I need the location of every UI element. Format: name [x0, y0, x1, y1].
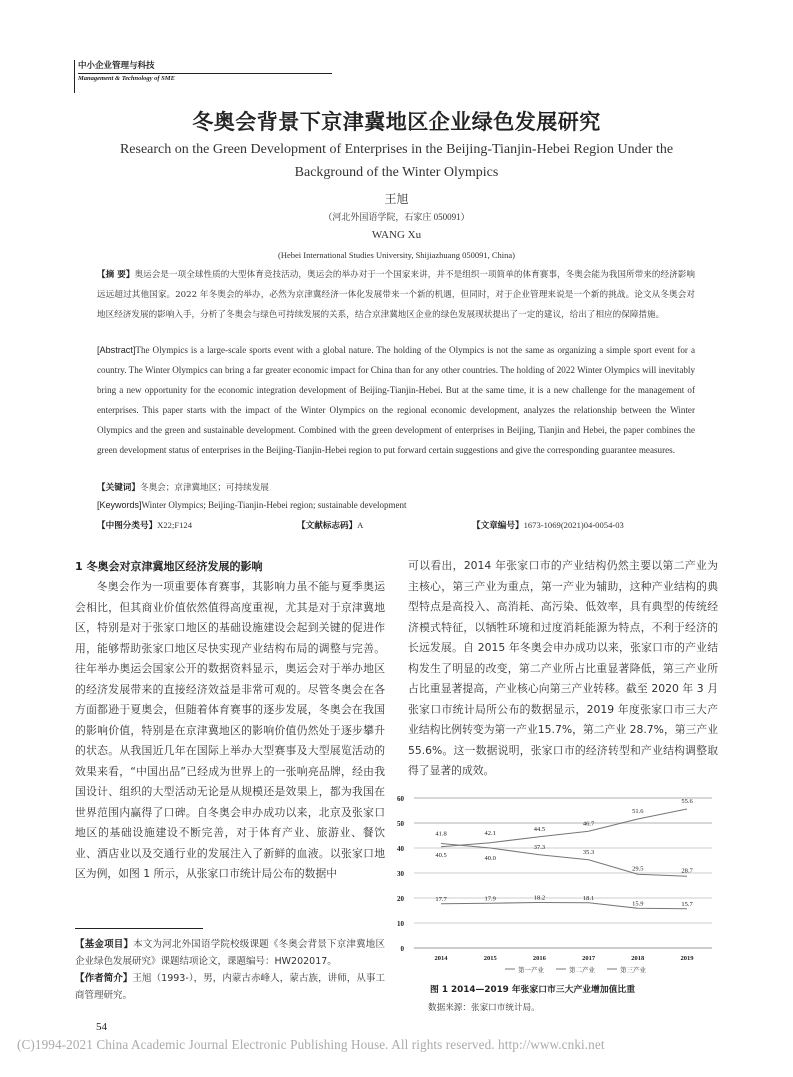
- y-tick-label: 40: [397, 845, 404, 853]
- x-tick-label: 2016: [532, 955, 546, 962]
- y-tick-label: 30: [397, 870, 404, 878]
- series-line: [441, 809, 687, 847]
- x-tick-label: 2017: [582, 955, 596, 962]
- document-code: 【文献标志码】A: [297, 520, 364, 531]
- author-name-cn: 王旭: [384, 192, 409, 206]
- data-label: 15.7: [681, 900, 693, 908]
- abstract-cn: [97, 266, 695, 325]
- data-label: 46.7: [582, 820, 595, 828]
- data-label: 18.1: [582, 894, 595, 902]
- series-line: [441, 903, 687, 909]
- data-label: 41.8: [435, 830, 447, 838]
- y-tick-label: 10: [397, 920, 404, 928]
- figure-caption: 图 1 2014—2019 年张家口市三大产业增加值比重: [430, 985, 636, 995]
- legend-label: 第一产业: [518, 966, 544, 974]
- figure-source: 数据来源：张家口市统计局。: [428, 1003, 540, 1013]
- data-label: 44.5: [533, 825, 546, 833]
- x-tick-label: 2018: [631, 955, 645, 962]
- keywords-cn-text: 冬奥会；京津冀地区；可持续发展: [139, 483, 269, 493]
- fund-note: 【基金项目】本文为河北外国语学院校级课题《冬奥会背景下京津冀地区企业绿色发展研究》课题结项论文，课题编号：HW202017。: [75, 939, 385, 967]
- legend-label: 第三产业: [620, 966, 646, 974]
- data-label: 35.3: [582, 848, 595, 856]
- y-tick-label: 60: [397, 795, 404, 803]
- clc-number: 【中图分类号】X22;F124: [97, 520, 193, 531]
- keywords-en-text: Winter Olympics; Beijing-Tianjin-Hebei region; sustainable development: [141, 500, 407, 510]
- article-title-en: Research on the Green Development of Enterprises in the Beijing-Tianjin-Hebei Region Under the Background of the Winter Olympics: [119, 142, 674, 180]
- data-label: 15.9: [632, 900, 644, 908]
- chart-canvas: [390, 790, 720, 980]
- journal-header: [74, 60, 332, 93]
- data-label: 42.1: [484, 829, 496, 837]
- abstract-cn-label: 【摘 要】: [97, 270, 135, 280]
- data-label: 51.6: [632, 808, 644, 815]
- article-number: 【文章编号】1673-1069(2021)04-0054-03: [472, 520, 624, 531]
- data-label: 40.0: [484, 855, 496, 862]
- article-title-cn: 冬奥会背景下京津冀地区企业绿色发展研究: [192, 110, 601, 134]
- industry-share-line-chart: [390, 790, 720, 980]
- legend-label: 第二产业: [569, 966, 595, 974]
- abstract-en: [97, 341, 695, 460]
- copyright-notice: (C)1994-2021 China Academic Journal Electronic Publishing House. All rights reserved. http://www.cnki.net: [17, 1037, 605, 1052]
- keywords-cn-label: 【关键词】: [97, 483, 140, 493]
- data-label: 40.5: [435, 851, 447, 859]
- affiliation-en: (Hebei International Studies University, Shijiazhuang 050091, China): [278, 250, 515, 260]
- section-heading: 1 冬奥会对京津冀地区经济发展的影响: [75, 560, 263, 573]
- data-label: 18.2: [533, 894, 546, 902]
- journal-name-cn: 中小企业管理与科技: [78, 60, 332, 74]
- y-tick-label: 0: [400, 945, 404, 953]
- data-label: 55.6: [681, 798, 693, 805]
- affiliation-cn: （河北外国语学院，石家庄 050091）: [323, 212, 470, 222]
- data-label: 37.3: [533, 843, 546, 851]
- abstract-en-text: The Olympics is a large-scale sports event with a global nature. The holding of the Olympics is not the same as organizing a simple sport event for a country. The Winter Olympics can bring a far greater economic impact for China than for any other countries. The holding of 2022 Winter Olympics will inevitably bring a new opportunity for the economic integration development of Beijing-Tianjin-Hebei. But at the same time, it is a new challenge for the management of enterprises. This paper starts with the impact of the Winter Olympics on the regional economic development, analyzes the relationship between the Winter Olympics and the green and sustainable development. Combined with the green development of enterprises in Beijing, Tianjin and Hebei, the paper combines the green development status of enterprises in the Beijing-Tianjin-Hebei region to put forward certain suggestions and give the corresponding guarantee measures.: [97, 345, 695, 455]
- x-tick-label: 2019: [680, 955, 694, 962]
- data-label: 17.9: [484, 895, 496, 903]
- data-label: 28.7: [681, 867, 693, 875]
- author-bio-note: 【作者简介】王旭（1993-），男，内蒙古赤峰人，蒙古族，讲师，从事工商管理研究。: [75, 973, 385, 1001]
- journal-name-en: Management & Technology of SME: [78, 75, 175, 82]
- author-name-en: WANG Xu: [371, 229, 422, 241]
- abstract-en-label: [Abstract]: [97, 345, 136, 355]
- x-tick-label: 2014: [434, 955, 448, 962]
- x-tick-label: 2015: [483, 955, 497, 962]
- body-text-right-column: 可以看出，2014 年张家口市的产业结构仍然主要以第二产业为主核心，第三产业为重点，第一产业为辅助，这种产业结构的典型特点是高投入、高消耗、高污染、低效率，具有典型的传统经济模式特征，以牺牲环境和过度消耗能源为特点，不利于经济的长远发展。自 2015 年冬奥会申办成功以来，张家口市的产业结构发生了明显的改变，第二产业所占比重显著降低，第三产业所占比重显著提高，产业核心向第三产业转移。截至 2020 年 3 月张家口市统计局所公布的数据显示，2019 年度张家口市三大产业结构比例转变为第一产业15.7%，第二产业 28.7%，第三产业 55.6%。这一数据说明，张家口市的经济转型和产业结构调整取得了显著的成效。: [408, 559, 718, 777]
- keywords-en: [97, 500, 407, 510]
- footnote-divider: [75, 928, 203, 929]
- data-label: 29.5: [632, 865, 644, 873]
- body-text-left-column: 冬奥会作为一项重要体育赛事，其影响力虽不能与夏季奥运会相比，但其商业价值依然值得高度重视，尤其是对于京津冀地区，特别是对于张家口地区的基础设施建设会起到关键的促进作用，能够帮助张家口地区尽快实现产业结构布局的调整与完善。往年举办奥运会国家公开的数据资料显示，奥运会对于举办地区的经济发展带来的直接经济效益是非常可观的。尽管冬奥会在各方面都逊于夏奥会，但随着体育赛事的逐步发展，冬奥会在我国的影响价值，特别是在京津冀地区的影响价值仍然处于逐步攀升的状态。从我国近几年在国际上举办大型赛事及大型展览活动的效果来看，“中国出品”已经成为世界上的一张响亮品牌，经由我国设计、组织的大型活动无论是从规模还是效果上，都为我国在世界范围内赢得了口碑。自冬奥会申办成功以来，北京及张家口地区的基础设施建设不断完善，对于体育产业、旅游业、餐饮业、酒店业以及交通行业的发展注入了新鲜的血液。以张家口地区为例，如图 1 所示，从张家口市统计局公布的数据中: [75, 580, 385, 880]
- keywords-en-label: [Keywords]: [97, 500, 142, 510]
- data-label: 17.7: [435, 895, 447, 903]
- y-tick-label: 20: [397, 895, 404, 903]
- page-number: 54: [96, 1021, 107, 1033]
- keywords-cn: [97, 481, 269, 493]
- footnotes: [75, 936, 385, 1004]
- y-tick-label: 50: [397, 820, 404, 828]
- abstract-cn-text: 奥运会是一项全球性质的大型体育竞技活动，奥运会的举办对于一个国家来讲，并不是组织一项简单的体育赛事，冬奥会能为我国所带来的经济影响远远超过其他国家。2022 年冬奥会的举办，必然为京津冀经济一体化发展带来一个新的机遇，但同时，对于企业管理来说是一个新的挑战。论文从冬奥会对地区经济发展的影响入手，分析了冬奥会与绿色可持续发展的关系，结合京津冀地区企业的绿色发展现状提出了一定的建议，给出了相应的保障措施。: [97, 270, 695, 320]
